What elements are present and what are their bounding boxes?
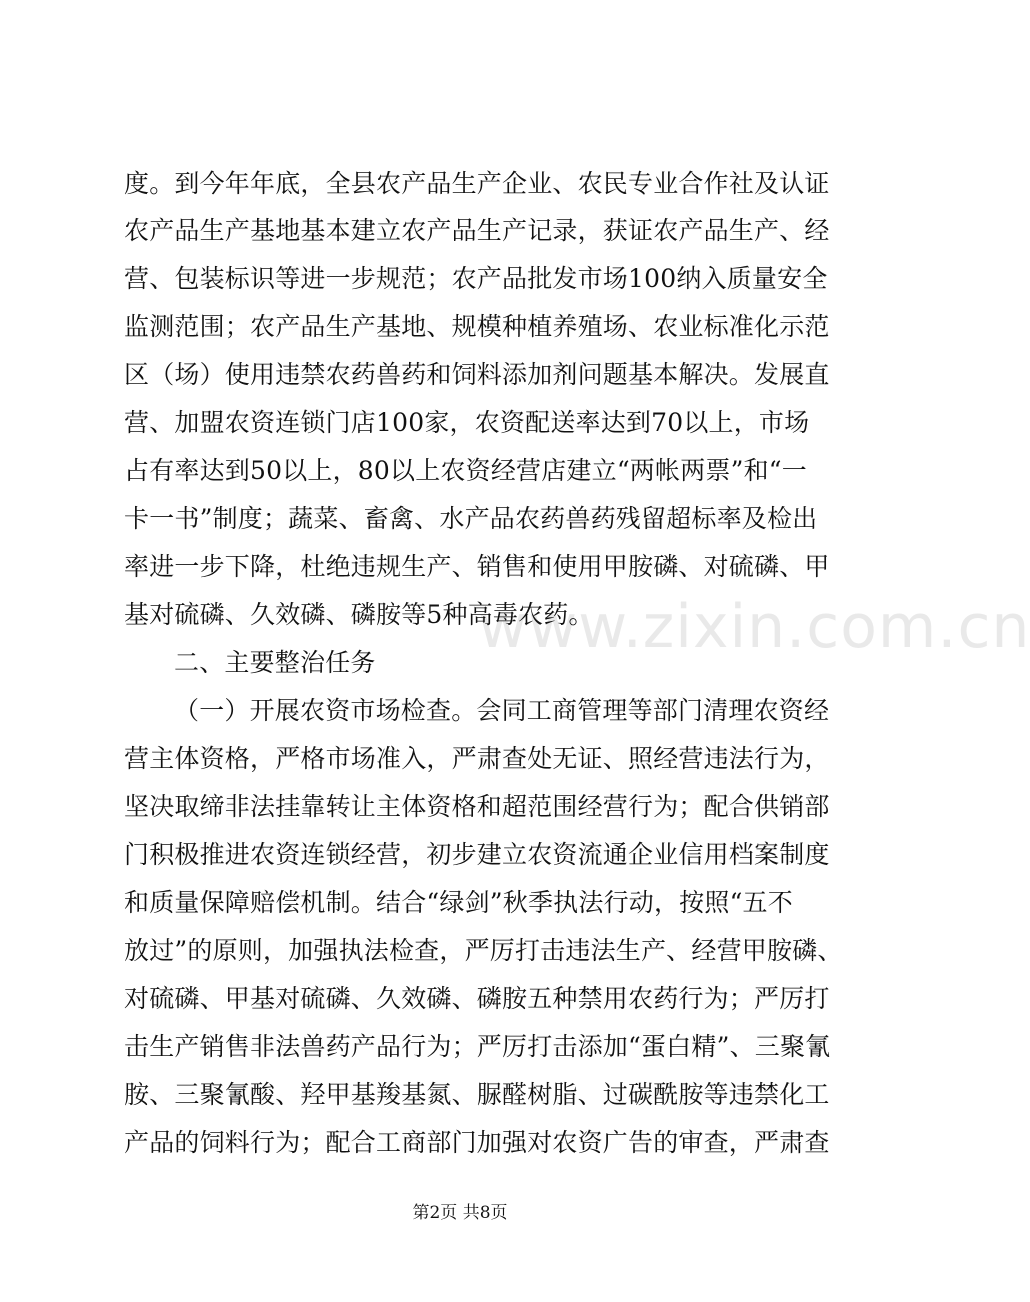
text-line: 胺、三聚氰酸、羟甲基羧基氮、脲醛树脂、过碳酰胺等违禁化工 (124, 1080, 830, 1109)
text-line: 区（场）使用违禁农药兽药和饲料添加剂问题基本解决。发展直 (124, 360, 830, 389)
text-line: 监测范围；农产品生产基地、规模种植养殖场、农业标准化示范 (124, 312, 830, 341)
text-line: 营主体资格，严格市场准入，严肃查处无证、照经营违法行为， (124, 744, 830, 773)
text-line: （一）开展农资市场检查。会同工商管理等部门清理农资经 (174, 696, 830, 725)
watermark: www.zixin.com.cn (478, 592, 1030, 662)
text-line: 产品的饲料行为；配合工商部门加强对农资广告的审查，严肃查 (124, 1128, 830, 1157)
text-line: 击生产销售非法兽药产品行为；严厉打击添加“蛋白精”、三聚氰 (124, 1032, 831, 1061)
text-line: 率进一步下降，杜绝违规生产、销售和使用甲胺磷、对硫磷、甲 (124, 552, 830, 581)
text-line: 卡一书”制度；蔬菜、畜禽、水产品农药兽药残留超标率及检出 (124, 504, 818, 533)
text-line: 坚决取缔非法挂靠转让主体资格和超范围经营行为；配合供销部 (124, 792, 830, 821)
text-line: 对硫磷、甲基对硫磷、久效磷、磷胺五种禁用农药行为；严厉打 (124, 984, 830, 1013)
section-heading: 二、主要整治任务 (174, 648, 376, 677)
text-line: 放过”的原则，加强执法检查，严厉打击违法生产、经营甲胺磷、 (124, 936, 843, 965)
text-line: 门积极推进农资连锁经营，初步建立农资流通企业信用档案制度 (124, 840, 830, 869)
text-line: 基对硫磷、久效磷、磷胺等5种高毒农药。 (124, 600, 594, 629)
text-line: 营、加盟农资连锁门店100家，农资配送率达到70以上，市场 (124, 408, 810, 437)
text-line: 度。到今年年底，全县农产品生产企业、农民专业合作社及认证 (124, 169, 830, 198)
page-footer: 第2页 共8页 (412, 1203, 508, 1223)
text-line: 农产品生产基地基本建立农产品生产记录，获证农产品生产、经 (124, 216, 830, 245)
text-line: 占有率达到50以上，80以上农资经营店建立“两帐两票”和“一 (124, 456, 807, 485)
text-line: 和质量保障赔偿机制。结合“绿剑”秋季执法行动，按照“五不 (124, 888, 793, 917)
text-line: 营、包装标识等进一步规范；农产品批发市场100纳入质量安全 (124, 264, 828, 293)
